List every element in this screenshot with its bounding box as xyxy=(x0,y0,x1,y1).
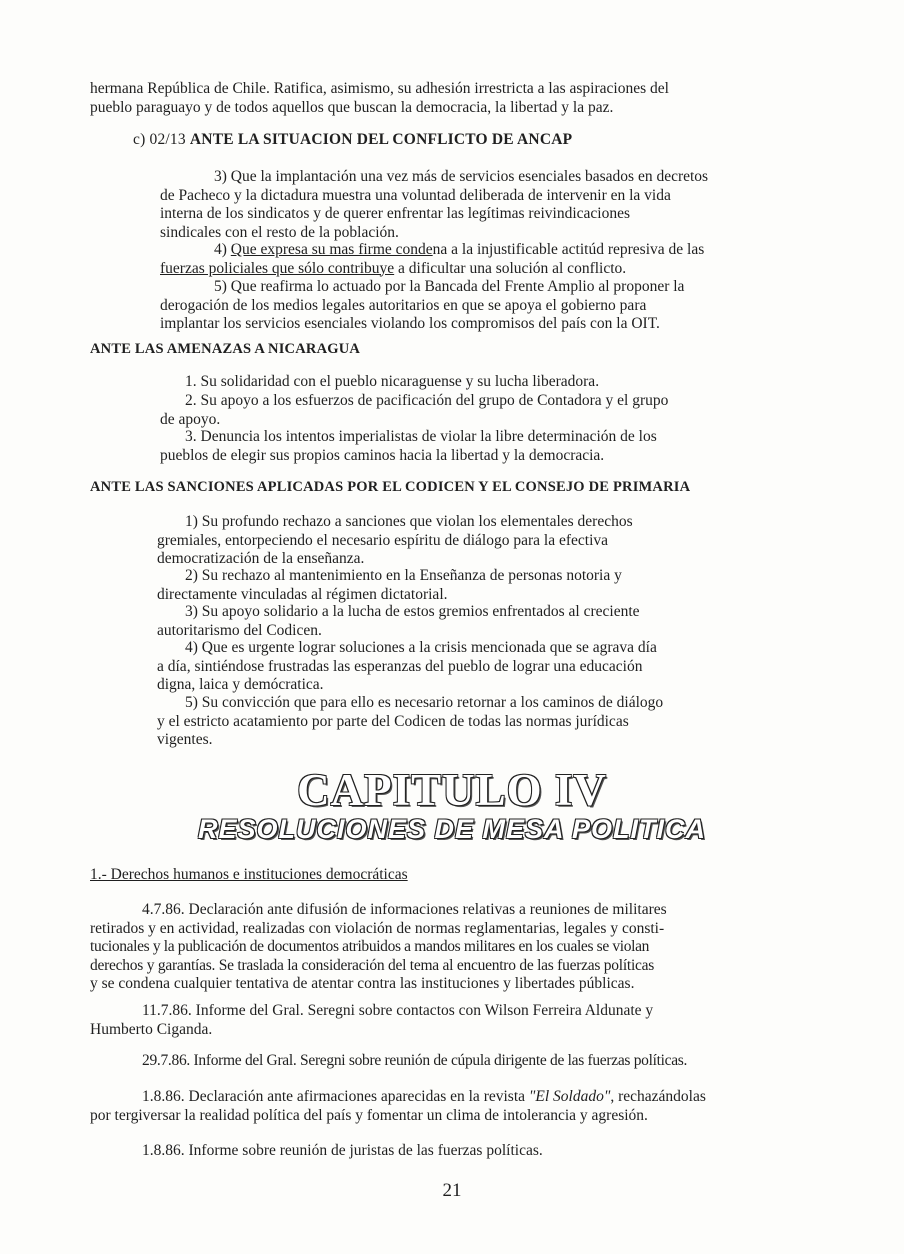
text-line: pueblos de elegir sus propios caminos hacia la libertad y la democracia. xyxy=(160,446,605,464)
text-line: 11.7.86. Informe del Gral. Seregni sobre contactos con Wilson Ferreira Aldunate y xyxy=(142,1002,654,1019)
text-line: 29.7.86. Informe del Gral. Seregni sobre reunión de cúpula dirigente de las fuerzas políticas. xyxy=(142,1052,688,1069)
ancap-item-5 xyxy=(160,278,778,334)
entry-11-7-86 xyxy=(90,1002,825,1039)
text-line: 2) Su rechazo al mantenimiento en la Enseñanza de personas notoria y xyxy=(185,567,622,584)
text-line: 3. Denuncia los intentos imperialistas de violar la libre determinación de los xyxy=(185,428,657,445)
entry-1-8-86-informe xyxy=(90,1142,825,1161)
text-line: derogación de los medios legales autoritarios en que se apoya el gobierno para xyxy=(160,296,647,314)
text-line: 4) Que es urgente lograr soluciones a la crisis mencionada que se agrava día xyxy=(185,639,657,656)
text-line: 4.7.86. Declaración ante difusión de informaciones relativas a reuniones de militares xyxy=(142,901,667,918)
nicaragua-item-3 xyxy=(160,428,778,465)
entry-4-7-86 xyxy=(90,901,825,994)
magazine-name: "El Soldado" xyxy=(528,1088,611,1105)
codicen-heading: ANTE LAS SANCIONES APLICADAS POR EL CODICEN Y EL CONSEJO DE PRIMARIA xyxy=(90,479,691,495)
text-line: retirados y en actividad, realizadas con violación de normas reglamentarias, legales y consti- xyxy=(90,919,665,937)
text-line: implantar los servicios esenciales violando los compromisos del país con la OIT. xyxy=(160,315,660,332)
nicaragua-heading: ANTE LAS AMENAZAS A NICARAGUA xyxy=(90,341,361,357)
ancap-heading xyxy=(133,131,572,149)
text-line: vigentes. xyxy=(157,731,213,748)
text-line: hermana República de Chile. Ratifica, asimismo, su adhesión irrestricta a las aspiraciones del xyxy=(90,80,669,97)
nicaragua-item-2 xyxy=(160,392,778,429)
entry-1-8-86-declaracion xyxy=(90,1088,825,1125)
text-line: derechos y garantías. Se traslada la consideración del tema al encuentro de las fuerzas políticas xyxy=(90,956,655,974)
entry-29-7-86 xyxy=(90,1052,825,1071)
text-line: gremiales, entorpeciendo el necesario espíritu de diálogo para la efectiva xyxy=(157,531,609,549)
text-line: directamente vinculadas al régimen dictatorial. xyxy=(157,585,448,603)
item-number: 4) xyxy=(214,241,231,258)
text-line: por tergiversar la realidad política del país y fomentar un clima de intolerancia y agresión. xyxy=(90,1106,648,1124)
text-line: 1) Su profundo rechazo a sanciones que violan los elementales derechos xyxy=(185,513,633,530)
chapter-subtitle: RESOLUCIONES DE MESA POLITICA xyxy=(197,814,707,844)
text-line: 3) Que la implantación una vez más de servicios esenciales basados en decretos xyxy=(214,168,709,185)
text-line: sindicales con el resto de la población. xyxy=(160,223,399,241)
text-line: 3) Su apoyo solidario a la lucha de estos gremios enfrentados al creciente xyxy=(185,603,640,620)
text-line: interna de los sindicatos y de querer enfrentar las legítimas reivindicaciones xyxy=(160,205,630,222)
text-line: y el estricto acatamiento por parte del Codicen de todas las normas jurídicas xyxy=(157,712,629,730)
text-line: 5) Su convicción que para ello es necesario retornar a los caminos de diálogo xyxy=(185,694,664,711)
text-line: 1.8.86. Informe sobre reunión de juristas de las fuerzas políticas. xyxy=(142,1142,543,1159)
underlined-text: fuerzas policiales que sólo contribuye xyxy=(160,259,395,277)
chapter-title: CAPITULO IV xyxy=(297,765,607,815)
text-line: de Pacheco y la dictadura muestra una voluntad deliberada de intervenir en la vida xyxy=(160,186,671,204)
codicen-item-1 xyxy=(157,513,778,569)
text-line: pueblo paraguayo y de todos aquellos que buscan la democracia, la libertad y la paz. xyxy=(90,98,614,116)
ancap-item-4 xyxy=(160,241,778,278)
underlined-text: Que expresa su mas firme conde xyxy=(230,241,433,258)
heading-prefix: c) 02/13 xyxy=(133,131,190,148)
section-heading: 1.- Derechos humanos e instituciones democráticas xyxy=(90,866,408,883)
text-line: 5) Que reafirma lo actuado por la Bancada del Frente Amplio al proponer la xyxy=(214,278,685,295)
nicaragua-item-1 xyxy=(160,373,778,392)
text-line: 1. Su solidaridad con el pueblo nicaraguense y su lucha liberadora. xyxy=(185,373,600,390)
text-span: , rechazándolas xyxy=(610,1088,706,1105)
codicen-item-2 xyxy=(157,567,778,604)
page-number: 21 xyxy=(442,1180,462,1201)
text-span: a dificultar una solución al conflicto. xyxy=(394,259,627,277)
text-line: Humberto Ciganda. xyxy=(90,1020,213,1038)
text-line: y se condena cualquier tentativa de atentar contra las instituciones y libertades públicas. xyxy=(90,975,635,992)
text-line: de apoyo. xyxy=(160,410,221,428)
text-span: 1.8.86. Declaración ante afirmaciones aparecidas en la revista xyxy=(142,1088,529,1105)
ancap-item-3 xyxy=(160,168,778,242)
text-line: tucionales y la publicación de documentos atribuidos a mandos militares en los cuales se violan xyxy=(90,938,650,955)
text-line: a día, sintiéndose frustradas las esperanzas del pueblo de lograr una educación xyxy=(157,657,643,675)
text-line: 2. Su apoyo a los esfuerzos de pacificación del grupo de Contadora y el grupo xyxy=(185,392,669,409)
text-line: digna, laica y demócratica. xyxy=(157,676,324,693)
heading-text: ANTE LA SITUACION DEL CONFLICTO DE ANCAP xyxy=(189,131,573,148)
text-line: democratización de la enseñanza. xyxy=(157,550,365,567)
codicen-item-3 xyxy=(157,603,778,640)
codicen-item-4 xyxy=(157,639,778,695)
text-span: na a la injustificable actitúd represiva de las xyxy=(432,241,705,258)
intro-paragraph xyxy=(90,80,825,117)
codicen-item-5 xyxy=(157,694,778,750)
text-line: autoritarismo del Codicen. xyxy=(157,621,322,639)
